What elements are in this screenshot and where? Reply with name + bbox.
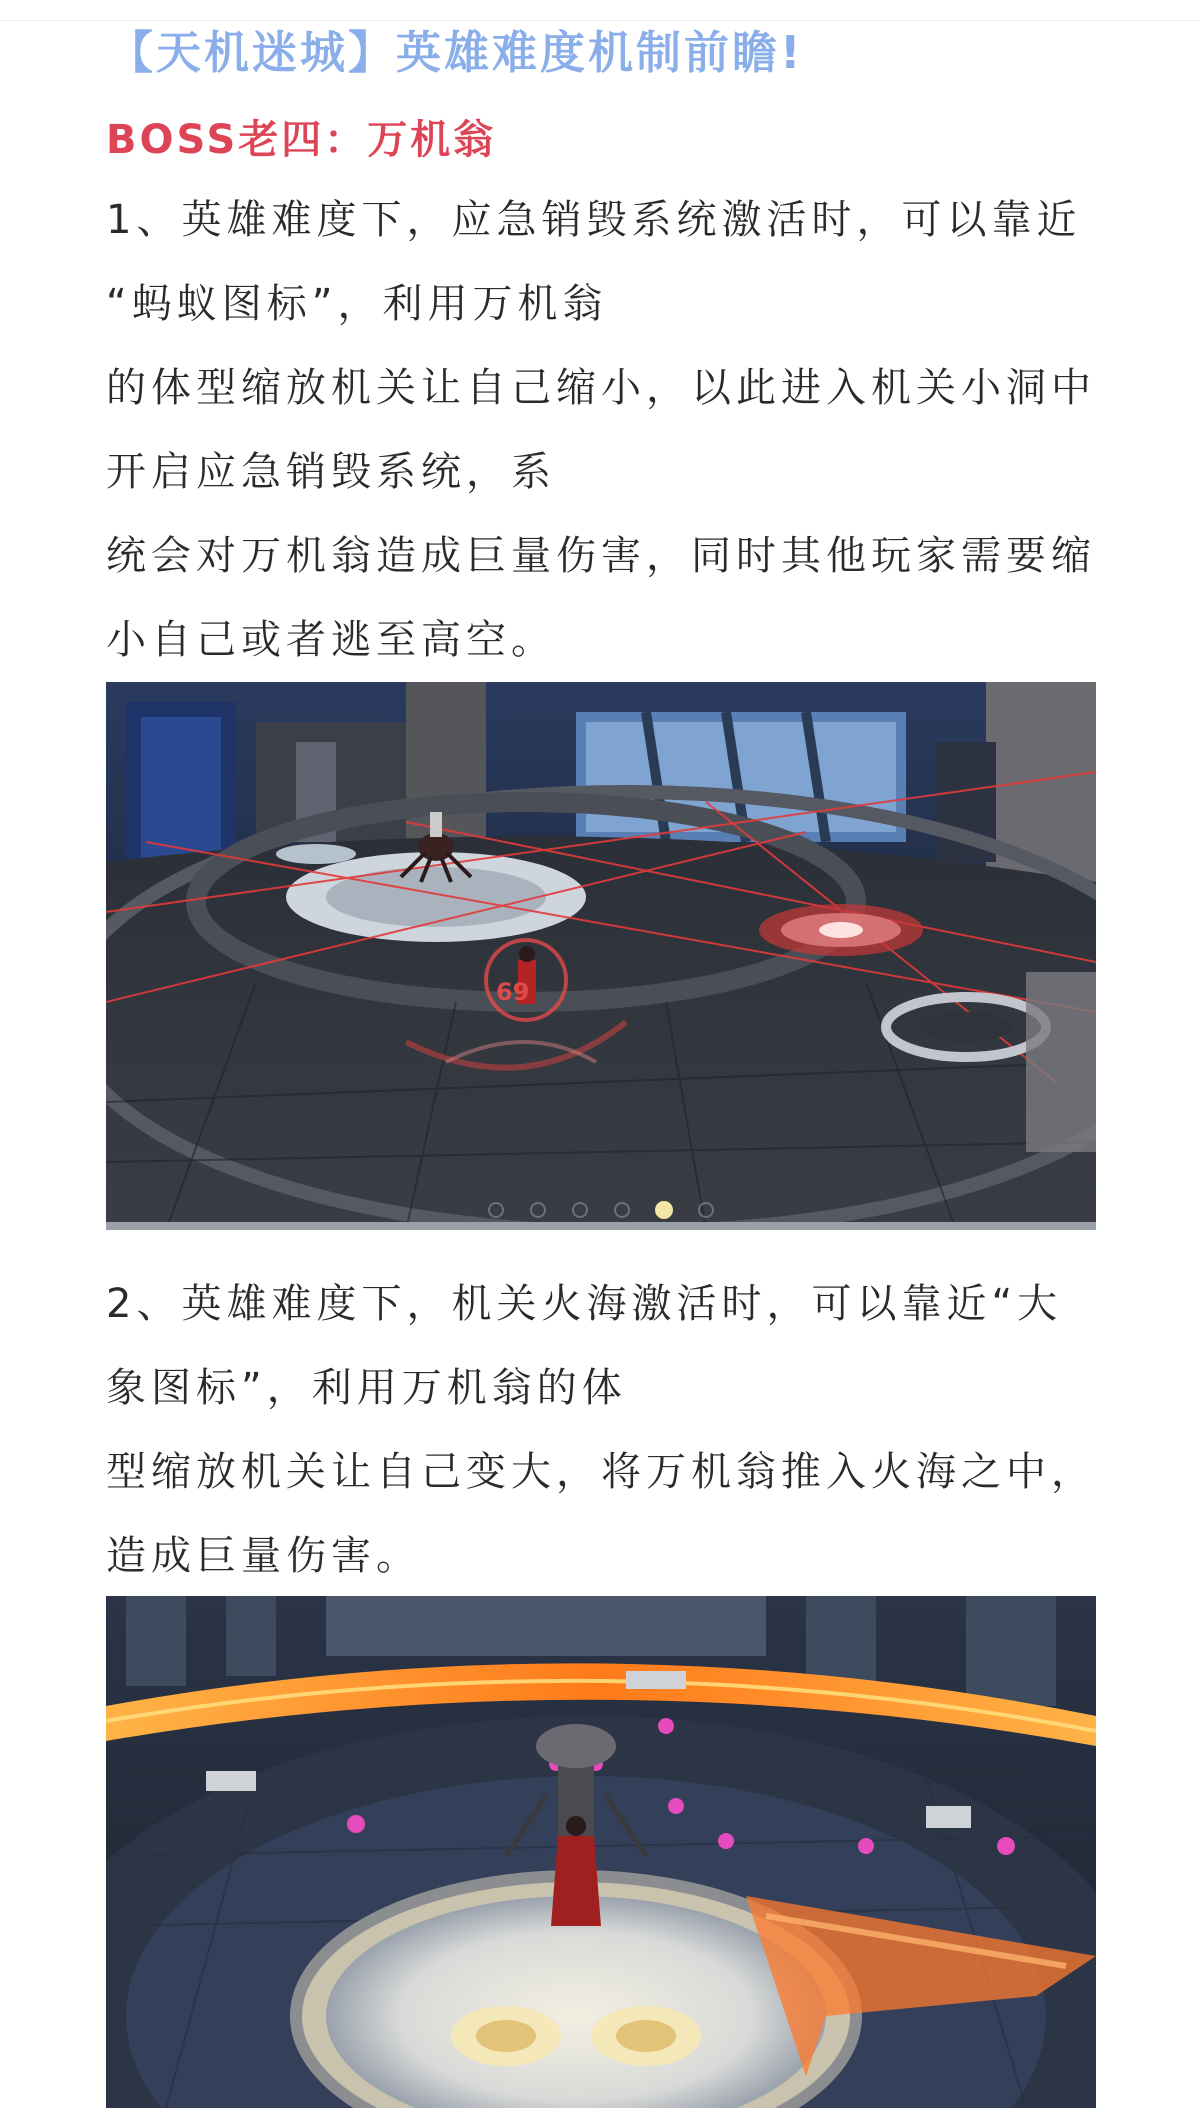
paragraph-line: 2、英雄难度下，机关火海激活时，可以靠近“大 (106, 1281, 1063, 1327)
paragraph-line: 造成巨量伤害。 (106, 1533, 421, 1579)
paragraph-2 (106, 1262, 1100, 1598)
game-scene-laser-arena (106, 682, 1096, 1230)
paragraph-line: 的体型缩放机关让自己缩小，以此进入机关小洞中 (106, 365, 1096, 411)
paragraph-line: 统会对万机翁造成巨量伤害，同时其他玩家需要缩 (106, 533, 1096, 579)
paragraph-line: “蚂蚁图标”，利用万机翁 (106, 281, 608, 327)
damage-number: 69 (496, 978, 530, 1006)
game-scene-fire-arena (106, 1596, 1096, 2108)
paragraph-1 (106, 178, 1100, 682)
game-screenshot-1[interactable] (106, 682, 1096, 1230)
game-screenshot-2[interactable] (106, 1596, 1096, 2108)
paragraph-line: 小自己或者逃至高空。 (106, 617, 556, 663)
paragraph-line: 1、英雄难度下，应急销毁系统激活时，可以靠近 (106, 197, 1082, 243)
paragraph-line: 象图标”，利用万机翁的体 (106, 1365, 627, 1411)
paragraph-line: 型缩放机关让自己变大，将万机翁推入火海之中， (106, 1449, 1096, 1495)
carousel-dot-active[interactable] (656, 1202, 672, 1218)
boss-subtitle: BOSS老四：万机翁 (106, 117, 497, 163)
article-title: 【天机迷城】英雄难度机制前瞻! (108, 26, 804, 79)
paragraph-line: 开启应急销毁系统，系 (106, 449, 556, 495)
